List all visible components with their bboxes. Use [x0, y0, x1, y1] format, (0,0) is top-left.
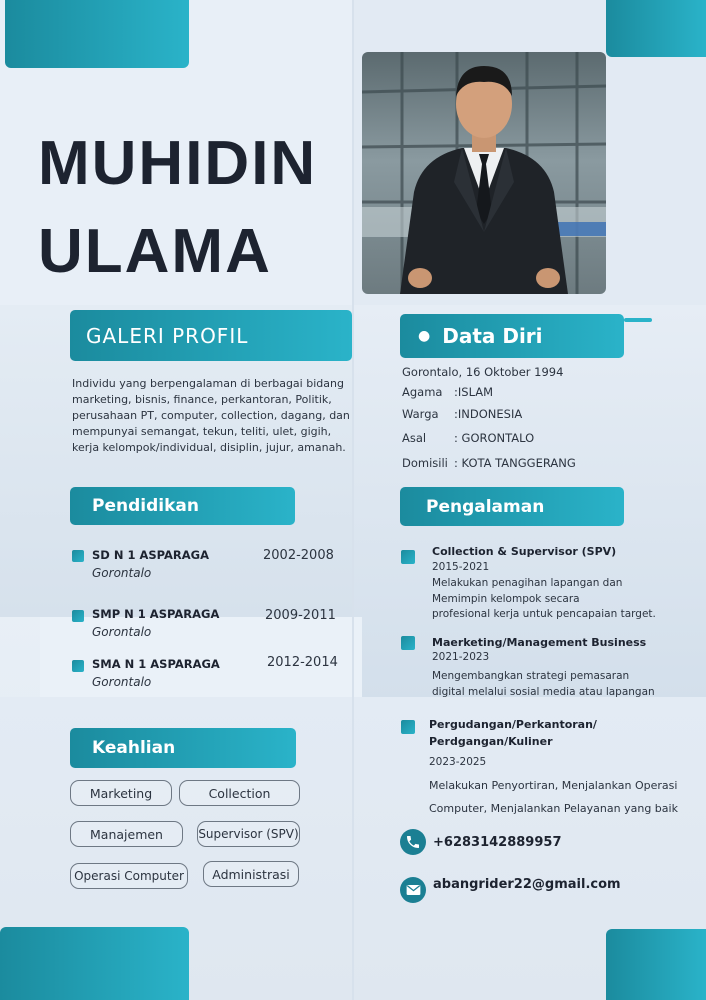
- experience-desc: Memimpin kelompok secara: [432, 593, 580, 605]
- education-years: 2009-2011: [265, 608, 336, 623]
- experience-header: [400, 487, 624, 526]
- first-name: MUHIDIN: [38, 129, 318, 198]
- bullet-icon: [72, 550, 84, 562]
- education-city: Gorontalo: [92, 675, 152, 689]
- experience-desc: Mengembangkan strategi pemasaran: [432, 670, 630, 682]
- data-label: Warga: [402, 407, 439, 421]
- education-header: [70, 487, 295, 525]
- personal-data-header: [400, 314, 624, 358]
- experience-job-title: Collection & Supervisor (SPV): [432, 545, 617, 558]
- data-label: Agama: [402, 385, 443, 399]
- data-row-citizenship: [402, 407, 522, 421]
- mail-icon: [400, 877, 426, 903]
- education-school: SD N 1 ASPARAGA: [92, 548, 210, 562]
- experience-title: Pengalaman: [426, 496, 545, 517]
- decorative-bar: [624, 318, 652, 322]
- profile-section-title: GALERI PROFIL: [86, 323, 249, 348]
- bullet-icon: ●: [418, 328, 431, 344]
- education-school: SMA N 1 ASPARAGA: [92, 657, 220, 671]
- bullet-icon: [401, 636, 415, 650]
- experience-years: 2015-2021: [432, 561, 490, 573]
- decorative-corner: [606, 0, 706, 57]
- data-row-religion: [402, 385, 493, 399]
- experience-desc: Melakukan Penyortiran, Menjalankan Operasi: [429, 779, 678, 792]
- skill-tag: Administrasi: [203, 861, 299, 887]
- education-city: Gorontalo: [92, 625, 152, 639]
- column-divider: [352, 0, 354, 1000]
- education-school: SMP N 1 ASPARAGA: [92, 607, 220, 621]
- decorative-corner: [5, 0, 189, 68]
- experience-years: 2021-2023: [432, 651, 490, 663]
- data-label: Domisili: [402, 456, 448, 470]
- profile-section-header: [70, 310, 352, 361]
- data-value: : GORONTALO: [454, 431, 535, 445]
- education-years: 2002-2008: [263, 548, 334, 563]
- data-row-origin: [402, 431, 534, 445]
- data-value: : KOTA TANGGERANG: [454, 456, 576, 470]
- skills-title: Keahlian: [92, 738, 176, 758]
- bullet-icon: [401, 720, 415, 734]
- decorative-corner: [606, 929, 706, 1000]
- education-title: Pendidikan: [92, 496, 199, 516]
- phone-icon: [400, 829, 426, 855]
- experience-job-title: Pergudangan/Perkantoran/: [429, 718, 597, 731]
- phone-number: +6283142889957: [433, 835, 562, 850]
- data-row-domicile: [402, 456, 576, 470]
- data-label: Asal: [402, 431, 427, 445]
- email-address: abangrider22@gmail.com: [433, 877, 621, 892]
- personal-data-title: Data Diri: [442, 324, 543, 348]
- skill-tag: Manajemen: [70, 821, 183, 847]
- decorative-corner: [0, 927, 189, 1000]
- experience-desc: Computer, Menjalankan Pelayanan yang baik: [429, 802, 678, 815]
- skills-header: [70, 728, 296, 768]
- birth-info: Gorontalo, 16 Oktober 1994: [402, 365, 564, 379]
- experience-desc: profesional kerja untuk pencapaian target.: [432, 608, 656, 620]
- profile-photo: [362, 52, 606, 294]
- bullet-icon: [401, 550, 415, 564]
- bullet-icon: [72, 660, 84, 672]
- skill-tag: Collection: [179, 780, 300, 806]
- education-city: Gorontalo: [92, 566, 152, 580]
- education-years: 2012-2014: [267, 655, 338, 670]
- experience-years: 2023-2025: [429, 756, 487, 768]
- data-value: :INDONESIA: [454, 407, 523, 421]
- skill-tag: Marketing: [70, 780, 172, 806]
- profile-summary: Individu yang berpengalaman di berbagai bidang marketing, bisnis, finance, perkantoran, Politik, perusahaan PT, computer, collection, dagang, dan mempunyai semangat, tekun, teliti, ulet, gigih, kerja kelompok/individual, disiplin, jujur, amanah.: [72, 377, 350, 454]
- skill-tag: Operasi Computer: [70, 863, 188, 889]
- data-value: :ISLAM: [454, 385, 494, 399]
- last-name: ULAMA: [38, 217, 272, 286]
- experience-job-title: Perdgangan/Kuliner: [429, 735, 553, 748]
- experience-desc: digital melalui sosial media atau lapangan: [432, 686, 655, 698]
- skill-tag: Supervisor (SPV): [197, 821, 300, 847]
- bullet-icon: [72, 610, 84, 622]
- experience-desc: Melakukan penagihan lapangan dan: [432, 577, 623, 589]
- experience-job-title: Maerketing/Management Business: [432, 636, 647, 649]
